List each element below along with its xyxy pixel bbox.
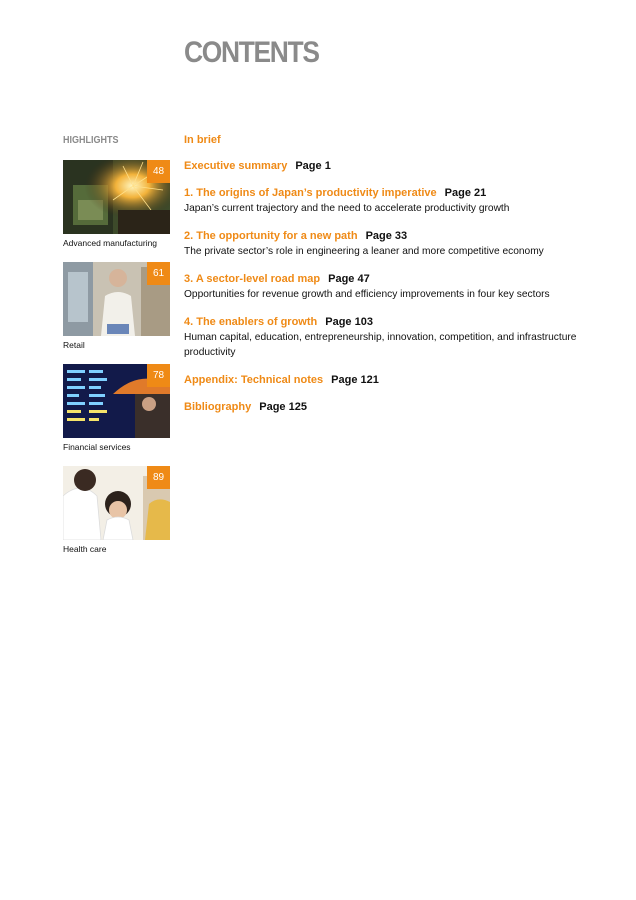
entry-title[interactable]: 3. A sector-level road map bbox=[184, 273, 321, 285]
entry-page: Page 47 bbox=[328, 273, 370, 285]
entry-page: Page 121 bbox=[331, 374, 379, 386]
entry-page: Page 21 bbox=[444, 187, 487, 199]
entry-title[interactable]: 2. The opportunity for a new path bbox=[184, 230, 358, 242]
highlight-caption: Financial services bbox=[63, 442, 131, 452]
toc-entry-chapter-3[interactable] bbox=[184, 272, 604, 302]
page-badge: 48 bbox=[147, 160, 170, 183]
page-badge: 61 bbox=[147, 262, 170, 285]
entry-title[interactable]: 4. The enablers of growth bbox=[184, 316, 318, 328]
entry-description: Japan’s current trajectory and the need to accelerate productivity growth bbox=[184, 203, 510, 214]
table-of-contents bbox=[184, 134, 604, 427]
entry-page: Page 125 bbox=[259, 401, 307, 413]
page-badge: 78 bbox=[147, 364, 170, 387]
page-badge: 89 bbox=[147, 466, 170, 489]
highlight-caption: Advanced manufacturing bbox=[63, 238, 158, 248]
entry-page: Page 1 bbox=[295, 160, 331, 172]
financial-photo[interactable] bbox=[63, 364, 170, 438]
entry-title[interactable]: 1. The origins of Japan’s productivity imperative bbox=[184, 187, 437, 199]
page-title: CONTENTS bbox=[184, 36, 319, 69]
toc-entry-chapter-4[interactable] bbox=[184, 315, 604, 360]
healthcare-photo[interactable] bbox=[63, 466, 170, 540]
toc-entry-executive-summary[interactable] bbox=[184, 159, 604, 173]
retail-photo[interactable] bbox=[63, 262, 170, 336]
highlight-caption: Retail bbox=[63, 340, 85, 350]
entry-description: Opportunities for revenue growth and efficiency improvements in four key sectors bbox=[184, 289, 550, 300]
entry-title[interactable]: Executive summary bbox=[184, 160, 288, 172]
highlight-retail[interactable] bbox=[63, 262, 170, 350]
highlight-caption: Health care bbox=[63, 544, 107, 554]
manufacturing-photo[interactable] bbox=[63, 160, 170, 234]
highlights-heading: HIGHLIGHTS bbox=[63, 135, 119, 146]
toc-entry-chapter-1[interactable] bbox=[184, 186, 604, 216]
entry-title[interactable]: Appendix: Technical notes bbox=[184, 374, 324, 386]
entry-page: Page 33 bbox=[365, 230, 408, 242]
toc-entry-bibliography[interactable] bbox=[184, 400, 604, 414]
entry-page: Page 103 bbox=[325, 316, 373, 328]
highlight-healthcare[interactable] bbox=[63, 466, 170, 554]
entry-description: Human capital, education, entrepreneurship, innovation, competition, and infrastructure productivity bbox=[184, 332, 577, 358]
highlight-financial[interactable] bbox=[63, 364, 170, 452]
highlight-manufacturing[interactable] bbox=[63, 160, 170, 248]
entry-title[interactable]: Bibliography bbox=[184, 401, 252, 413]
in-brief-heading: In brief bbox=[184, 134, 221, 146]
entry-description: The private sector’s role in engineering a leaner and more competitive economy bbox=[184, 246, 544, 257]
toc-entry-chapter-2[interactable] bbox=[184, 229, 604, 259]
toc-entry-appendix[interactable] bbox=[184, 373, 604, 387]
